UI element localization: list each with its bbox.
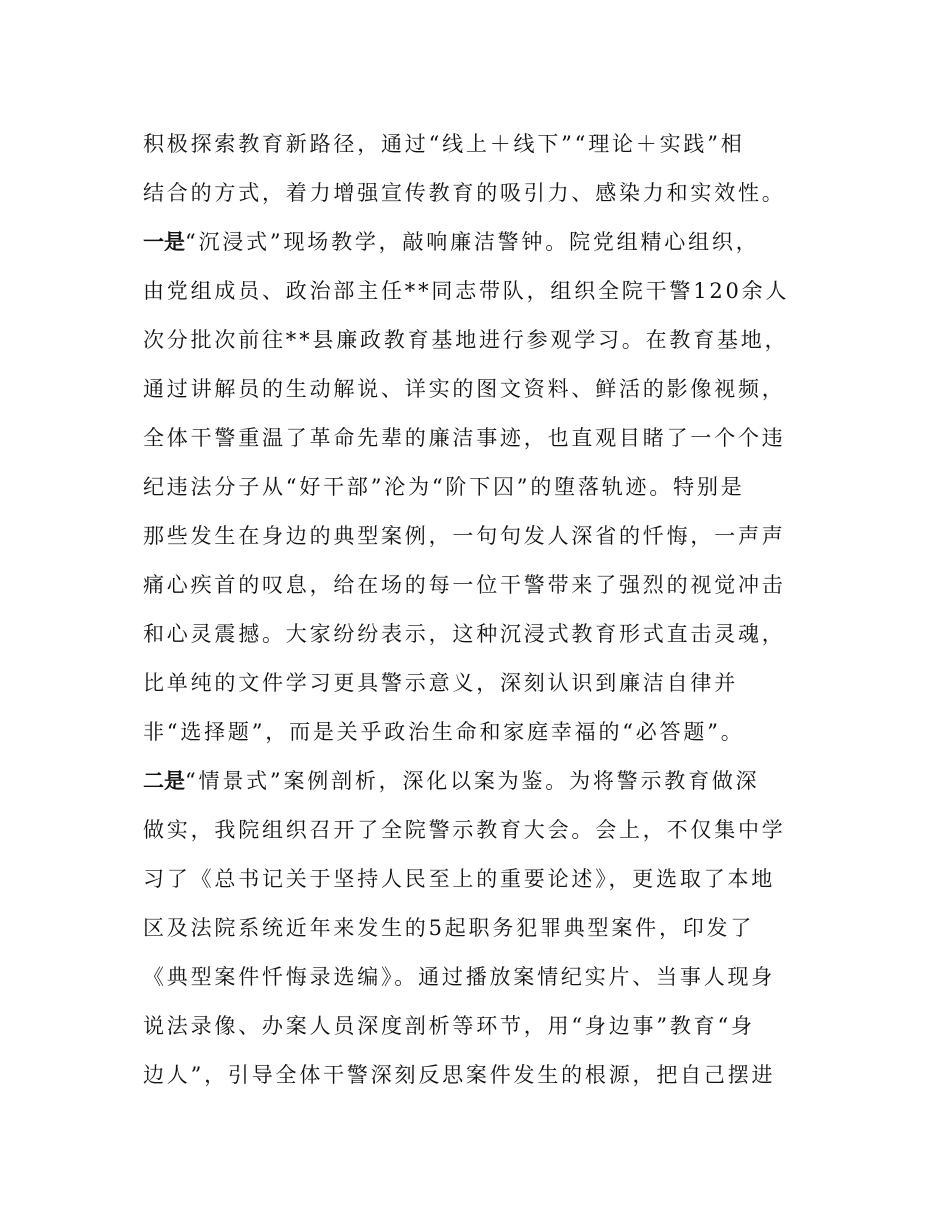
line-text: “情景式”案例剖析，深化以案为鉴。为将警示教育做深	[185, 769, 760, 793]
line-text: “沉浸式”现场教学，敲响廉洁警钟。院党组精心组织，	[185, 230, 760, 254]
text-line	[143, 1051, 815, 1100]
line-text: 习了《总书记关于坚持人民至上的重要论述》，更选取了本地	[143, 867, 776, 891]
text-line	[143, 120, 815, 169]
text-line	[143, 561, 815, 610]
line-text: 做实，我院组织召开了全院警示教育大会。会上，不仅集中学	[143, 818, 786, 842]
line-text: 说法录像、办案人员深度剖析等环节，用“身边事”教育“身	[143, 1014, 755, 1038]
text-line	[143, 610, 815, 659]
line-text: 《典型案件忏悔录选编》。通过播放案情纪实片、当事人现身	[143, 965, 776, 989]
text-line	[143, 1002, 815, 1051]
section-lead: 二是	[143, 769, 185, 793]
text-line	[143, 365, 815, 414]
text-line	[143, 463, 815, 512]
line-text: 比单纯的文件学习更具警示意义，深刻认识到廉洁自律并	[143, 671, 738, 695]
section-lead: 一是	[143, 230, 185, 254]
line-text: 通过讲解员的生动解说、详实的图文资料、鲜活的影像视频，	[143, 377, 786, 401]
line-text: 积极探索教育新路径，通过“线上＋线下”“理论＋实践”相	[143, 132, 745, 156]
line-text: 边人”，引导全体干警深刻反思案件发生的根源，把自己摆进	[143, 1063, 776, 1087]
text-line	[143, 169, 815, 218]
line-text: 由党组成员、政治部主任**同志带队，组织全院干警120余人	[143, 279, 790, 303]
line-text: 和心灵震撼。大家纷纷表示，这种沉浸式教育形式直击灵魂，	[143, 622, 786, 646]
text-line	[143, 414, 815, 463]
line-text: 区及法院系统近年来发生的5起职务犯罪典型案件，印发了	[143, 916, 755, 940]
line-text: 那些发生在身边的典型案例，一句句发人深省的忏悔，一声声	[143, 524, 786, 548]
text-line	[143, 316, 815, 365]
text-line	[143, 757, 815, 806]
text-line	[143, 218, 815, 267]
text-line	[143, 708, 815, 757]
body-text	[143, 120, 815, 1100]
line-text: 纪违法分子从“好干部”沦为“阶下囚”的堕落轨迹。特别是	[143, 475, 745, 499]
text-line	[143, 659, 815, 708]
text-line	[143, 267, 815, 316]
line-text: 次分批次前往**县廉政教育基地进行参观学习。在教育基地，	[143, 328, 789, 352]
text-line	[143, 512, 815, 561]
text-line	[143, 855, 815, 904]
text-line	[143, 904, 815, 953]
line-text: 痛心疾首的叹息，给在场的每一位干警带来了强烈的视觉冲击	[143, 573, 786, 597]
line-text: 非“选择题”，而是关乎政治生命和家庭幸福的“必答题”。	[143, 720, 745, 744]
text-line	[143, 806, 815, 855]
text-line	[143, 953, 815, 1002]
line-text: 结合的方式，着力增强宣传教育的吸引力、感染力和实效性。	[143, 181, 786, 205]
line-text: 全体干警重温了革命先辈的廉洁事迹，也直观目睹了一个个违	[143, 426, 786, 450]
